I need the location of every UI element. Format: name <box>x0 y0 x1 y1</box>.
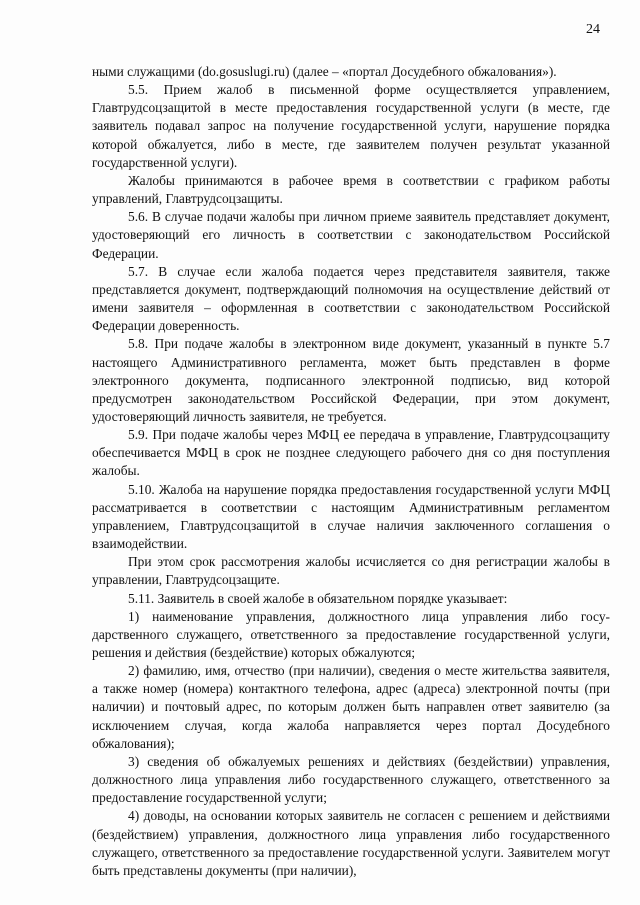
paragraph-5-8: 5.8. При подаче жалобы в электронном виде документ, указанный в пункте 5.7 настоящего Административного регламента, может быть представлен в форме электронного документа, подписанного электронной подписью, вид которой предусмотрен законодательством Российской Федерации, при этом документ, удостоверяющий личность заявителя, не требуется. <box>92 336 610 424</box>
list-item-1: 1) наименование управления, должностного лица управления либо государственного служащего, ответственного за предоставление государственной услуги, решения и действия (бездействие) которых обжалуются; <box>92 608 610 660</box>
list-item-3: 3) сведения об обжалуемых решениях и действиях (бездействии) управления, должностного лица управления либо государственного служащего, ответственного за предоставление государственной услуги; <box>92 753 610 806</box>
paragraph: При этом срок рассмотрения жалобы исчисляется со дня регистрации жалобы в управлении, Главтрудсоцзащите. <box>92 554 610 588</box>
body-text <box>92 63 610 880</box>
paragraph-5-9: 5.9. При подаче жалобы через МФЦ ее передача в управление, Главтрудсоцзащиту обеспечивается МФЦ в срок не позднее следующего рабочего дня со дня поступления жалобы. <box>92 427 610 479</box>
paragraph-5-5: 5.5. Прием жалоб в письменной форме осуществляется управлением, Главтрудсоцзащитой в месте предоставления государственной услуги (в месте, где заявитель подавал запрос на получение государственной услуги, нарушение порядка которой обжалуется, либо в месте, где заявителем получен результат указанной государственной услуги). <box>92 82 610 170</box>
list-item-2: 2) фамилию, имя, отчество (при наличии), сведения о месте жительства заявителя, а также номер (номера) контактного телефона, адрес (адреса) электронной почты (при наличии) и почтовый адрес, по которым должен быть направлен ответ заявителю (за исключением случая, когда жалоба направляется через портал Досудебного обжалования); <box>92 663 610 751</box>
paragraph-5-11: 5.11. Заявитель в своей жалобе в обязательном порядке указывает: <box>128 590 508 606</box>
paragraph: Жалобы принимаются в рабочее время в соответствии с графиком работы управлений, Главтрудсоцзащиты. <box>92 172 610 207</box>
list-item-4: 4) доводы, на основании которых заявитель не согласен с решением и действиями (бездействием) управления, должностного лица управления либо государственного служащего, ответственного за предоставление государственной услуги. Заявителем могут быть представлены документы (при наличии), <box>92 808 610 878</box>
paragraph-5-7: 5.7. В случае если жалоба подается через представителя заявителя, также представляется документ, подтверждающий полномочия на осуществление действий от имени заявителя – оформленная в соответствии с законодательством Российской Федерации доверенность. <box>92 263 610 334</box>
paragraph-5-10: 5.10. Жалоба на нарушение порядка предоставления государственной услуги МФЦ рассматривается в соответствии с настоящим Административным регламентом управлением, Главтрудсоцзащитой в случае наличия заключенного соглашения о взаимодействии. <box>92 481 610 552</box>
page-number: 24 <box>586 22 600 37</box>
paragraph: ными служащими (do.gosuslugi.ru) (далее – «портал Досудебного обжалования»). <box>92 64 557 79</box>
paragraph-5-6: 5.6. В случае подачи жалобы при личном приеме заявитель представляет документ, удостоверяющий его личность в соответствии с законодательством Российской Федерации. <box>92 209 610 261</box>
